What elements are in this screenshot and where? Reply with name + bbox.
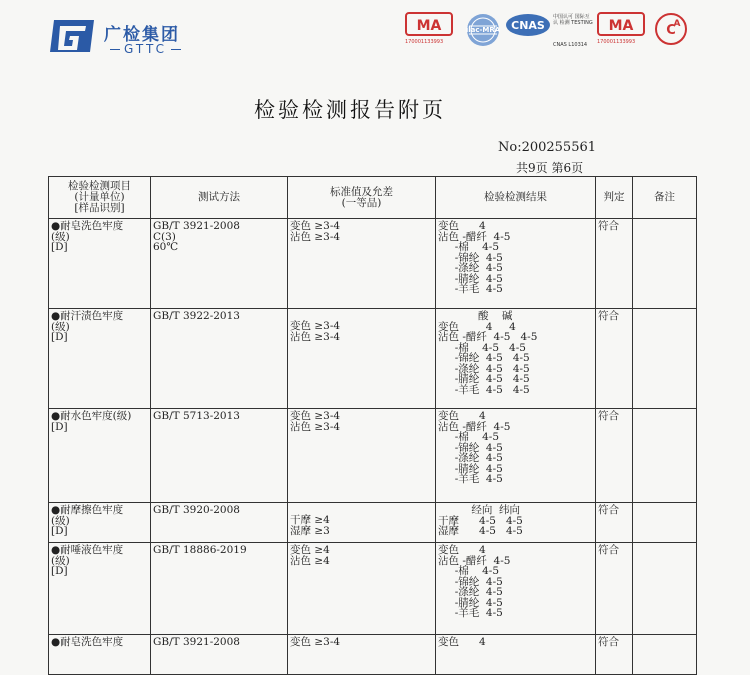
- header-standard: 标准值及允差 (一等品): [288, 177, 436, 219]
- page-info: 共9页 第6页: [516, 161, 584, 175]
- result-cell-line: 变色 4: [438, 636, 486, 648]
- item-cell-line: [D]: [51, 420, 68, 433]
- result-cell-line: -棉 4-5: [438, 431, 499, 443]
- table-body: [49, 219, 697, 675]
- verdict-cell: 符合: [596, 219, 633, 309]
- item-cell: [49, 219, 151, 309]
- item-cell: [49, 503, 151, 543]
- item-cell-line: ●耐汗渍色牢度: [51, 310, 124, 322]
- cal-icon: [653, 12, 689, 46]
- table-row: [49, 635, 697, 675]
- method-cell: [151, 503, 288, 543]
- item-cell: [49, 309, 151, 409]
- standard-cell-line: 沾色 ≥3-4: [290, 330, 341, 343]
- header-method: 测试方法: [151, 177, 288, 219]
- header-item: 检验检测项目 (计量单位) [样品识别]: [49, 177, 151, 219]
- result-cell: [436, 409, 596, 503]
- header-remark: 备注: [633, 177, 697, 219]
- standard-cell-line: 干摩 ≥4: [290, 514, 330, 526]
- cma-number: 170001133993: [405, 39, 444, 45]
- svg-text:A: A: [673, 19, 681, 29]
- item-cell-line: ●耐皂洗色牢度: [51, 636, 124, 648]
- gttc-logo-icon: [48, 18, 96, 54]
- item-cell-line: [D]: [51, 331, 68, 343]
- verdict-cell: 符合: [596, 635, 633, 675]
- svg-text:MA: MA: [416, 18, 442, 34]
- result-cell-line: 沾色 -醋纤 4-5: [438, 420, 511, 433]
- item-cell-line: [D]: [51, 565, 68, 577]
- standard-cell: [288, 309, 436, 409]
- result-cell: [436, 219, 596, 309]
- result-cell-line: 沾色 -醋纤 4-5: [438, 230, 511, 243]
- company-name-cn: 广检集团: [104, 25, 180, 45]
- cma-icon: [405, 12, 453, 40]
- item-cell-line: ●耐皂洗色牢度: [51, 220, 124, 232]
- result-cell-line: -腈纶 4-5: [438, 272, 503, 285]
- standard-cell: [288, 219, 436, 309]
- item-cell-line: (级): [51, 230, 70, 243]
- svg-text:MA: MA: [608, 18, 634, 34]
- verdict-cell: 符合: [596, 503, 633, 543]
- company-name-en: GTTC: [106, 42, 185, 56]
- standard-cell-line: 沾色 ≥4: [290, 554, 330, 567]
- item-cell-line: (级): [51, 514, 70, 527]
- result-cell-line: -锦纶 4-5: [438, 251, 503, 264]
- item-cell-line: [D]: [51, 525, 68, 537]
- method-cell-line: GB/T 5713-2013: [153, 410, 240, 422]
- verdict-cell: 符合: [596, 543, 633, 635]
- standard-cell-line: 沾色 ≥3-4: [290, 420, 341, 433]
- result-cell-line: 变色 4: [438, 544, 486, 556]
- cma-mark-2: [597, 12, 645, 44]
- result-cell-line: -棉 4-5 4-5: [438, 341, 526, 354]
- table-row: [49, 309, 697, 409]
- report-number: No:200255561: [498, 140, 597, 155]
- method-cell-line: GB/T 3921-2008: [153, 636, 240, 648]
- method-cell-line: 60℃: [153, 241, 179, 253]
- method-cell: [151, 309, 288, 409]
- standard-cell: [288, 503, 436, 543]
- table-row: [49, 219, 697, 309]
- method-cell: [151, 543, 288, 635]
- standard-cell-line: 湿摩 ≥3: [290, 524, 330, 537]
- result-cell-line: 变色 4 4: [438, 320, 516, 333]
- svg-text:C: C: [666, 23, 676, 38]
- standard-cell-line: 变色 ≥3-4: [290, 410, 341, 422]
- remark-cell: [633, 219, 697, 309]
- result-cell-line: -腈纶 4-5: [438, 596, 503, 609]
- cma-icon-2: [597, 12, 645, 40]
- ilac-label: ilac-MRA: [465, 26, 501, 34]
- item-cell-line: (级): [51, 320, 70, 333]
- result-cell-line: -羊毛 4-5: [438, 473, 503, 485]
- cma-mark-1: [405, 12, 453, 44]
- item-cell-line: ●耐唾液色牢度: [51, 544, 124, 556]
- result-cell-line: -涤纶 4-5 4-5: [438, 362, 530, 375]
- method-cell-line: GB/T 3921-2008: [153, 220, 240, 232]
- results-table: [48, 176, 697, 675]
- item-cell: [49, 635, 151, 675]
- item-cell-line: ●耐摩擦色牢度: [51, 504, 124, 516]
- remark-cell: [633, 309, 697, 409]
- header-verdict: 判定: [596, 177, 633, 219]
- table-row: [49, 543, 697, 635]
- result-cell-line: -羊毛 4-5: [438, 283, 503, 295]
- standard-cell: [288, 543, 436, 635]
- cnas-label: CNAS: [511, 19, 545, 32]
- standard-cell-line: 变色 ≥4: [290, 544, 330, 556]
- result-cell: [436, 309, 596, 409]
- result-cell-line: 经向 纬向: [438, 504, 521, 516]
- verdict-cell: 符合: [596, 309, 633, 409]
- result-cell-line: 酸 碱: [438, 310, 513, 322]
- cma-number-2: 170001133993: [597, 39, 636, 45]
- remark-cell: [633, 543, 697, 635]
- result-cell: [436, 503, 596, 543]
- result-cell-line: -腈纶 4-5: [438, 462, 503, 475]
- result-cell-line: 沾色 -醋纤 4-5 4-5: [438, 331, 538, 343]
- item-cell: [49, 543, 151, 635]
- method-cell-line: GB/T 3922-2013: [153, 310, 240, 322]
- table-row: [49, 503, 697, 543]
- standard-cell: [288, 409, 436, 503]
- remark-cell: [633, 635, 697, 675]
- cnas-mark: [505, 12, 593, 48]
- company-logo: [48, 18, 208, 58]
- cnas-number: CNAS L10314: [553, 42, 588, 48]
- result-cell-line: 沾色 -醋纤 4-5: [438, 554, 511, 567]
- page-title: 检验检测报告附页: [254, 98, 446, 122]
- result-cell-line: -羊毛 4-5: [438, 607, 503, 619]
- item-cell-line: ●耐水色牢度(级): [51, 410, 132, 422]
- cnas-small-text: 中国认可 国际互认 检测 TESTING: [553, 14, 593, 26]
- remark-cell: [633, 409, 697, 503]
- method-cell: [151, 219, 288, 309]
- standard-cell-line: 变色 ≥3-4: [290, 636, 341, 648]
- method-cell: [151, 635, 288, 675]
- result-cell-line: -羊毛 4-5 4-5: [438, 383, 530, 396]
- cnas-icon: [505, 12, 551, 40]
- method-cell-line: GB/T 18886-2019: [153, 544, 247, 556]
- result-cell: [436, 543, 596, 635]
- table-row: [49, 409, 697, 503]
- result-cell-line: 变色 4: [438, 410, 486, 422]
- header-result: 检验检测结果: [436, 177, 596, 219]
- result-cell-line: -棉 4-5: [438, 241, 499, 253]
- certification-marks: [405, 12, 705, 56]
- result-cell-line: -涤纶 4-5: [438, 262, 503, 274]
- item-cell: [49, 409, 151, 503]
- method-cell: [151, 409, 288, 503]
- ilac-mark: [465, 12, 501, 52]
- result-cell-line: 变色 4: [438, 220, 486, 232]
- result-cell-line: -锦纶 4-5 4-5: [438, 352, 530, 364]
- item-cell-line: (级): [51, 554, 70, 567]
- table-header-row: [49, 177, 697, 219]
- result-cell-line: 干摩 4-5 4-5: [438, 514, 523, 527]
- cal-mark: [653, 12, 689, 50]
- result-cell-line: -腈纶 4-5 4-5: [438, 373, 530, 385]
- standard-cell-line: 变色 ≥3-4: [290, 220, 341, 232]
- result-cell: [436, 635, 596, 675]
- result-cell-line: -锦纶 4-5: [438, 575, 503, 588]
- result-cell-line: -锦纶 4-5: [438, 441, 503, 454]
- result-cell-line: -棉 4-5: [438, 565, 499, 577]
- item-cell-line: [D]: [51, 241, 68, 253]
- result-cell-line: 湿摩 4-5 4-5: [438, 525, 523, 537]
- standard-cell: [288, 635, 436, 675]
- ilac-mra-icon: [465, 12, 501, 48]
- result-cell-line: -涤纶 4-5: [438, 586, 503, 598]
- standard-cell-line: 变色 ≥3-4: [290, 320, 341, 332]
- result-cell-line: -涤纶 4-5: [438, 452, 503, 464]
- remark-cell: [633, 503, 697, 543]
- method-cell-line: GB/T 3920-2008: [153, 504, 240, 516]
- standard-cell-line: 沾色 ≥3-4: [290, 230, 341, 243]
- verdict-cell: 符合: [596, 409, 633, 503]
- method-cell-line: C(3): [153, 230, 176, 243]
